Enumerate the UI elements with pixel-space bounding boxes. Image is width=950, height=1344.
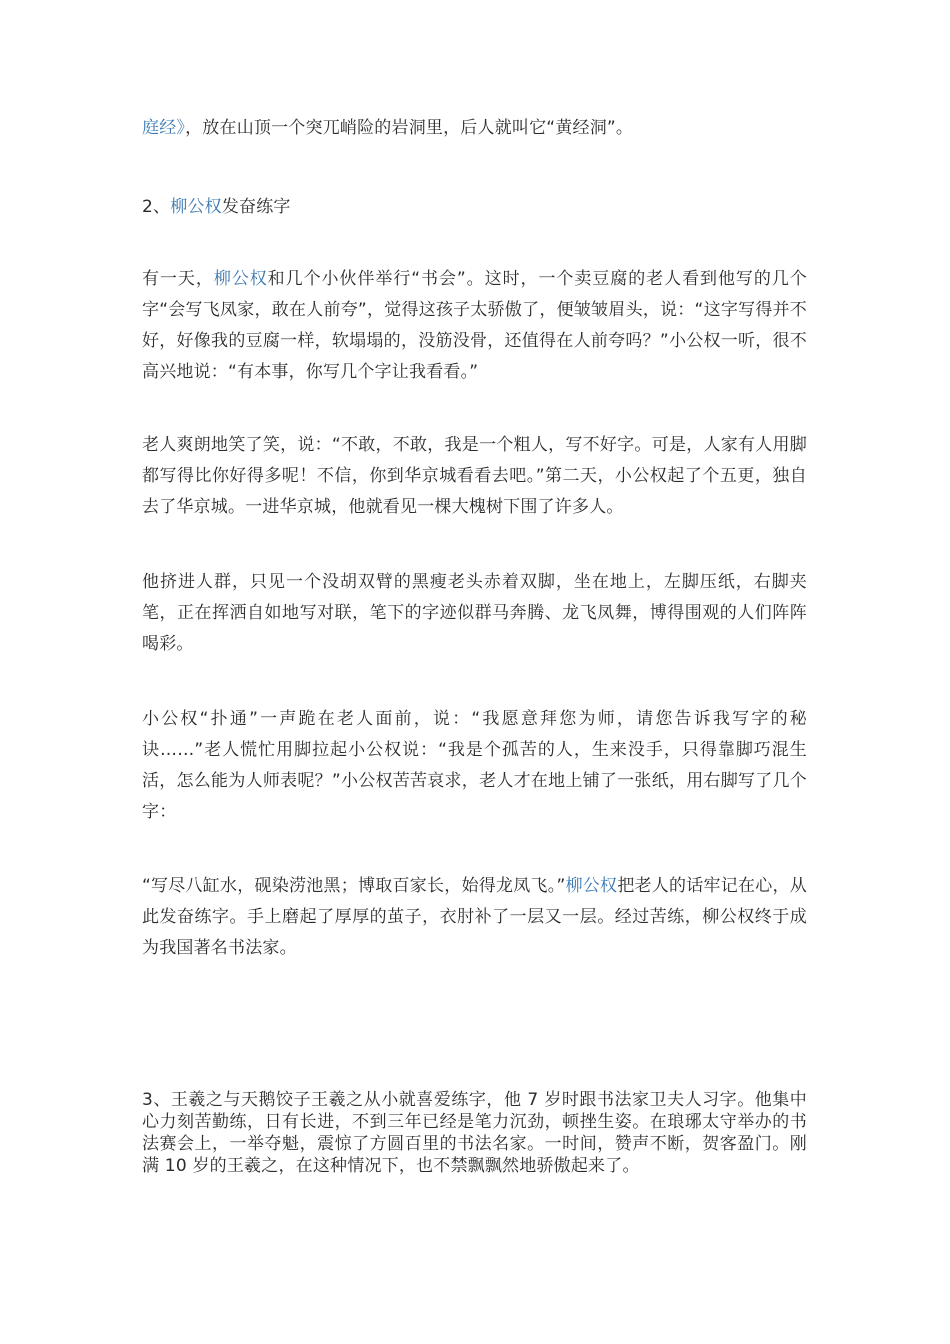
paragraph-calligraphy-meeting: [142, 264, 807, 388]
paragraph-text: 他挤进人群，只见一个没胡双臂的黑瘦老头赤着双脚，坐在地上，左脚压纸，右脚夹笔，正在挥洒自如地写对联，笔下的字迹似群马奔腾、龙飞凤舞，博得围观的人们阵阵喝彩。: [142, 572, 807, 654]
paragraph-text: 和几个小伙伴举行“书会”。这时，一个卖豆腐的老人看到他写的几个字“会写飞凤家，敢在人前夸”，觉得这孩子太骄傲了，便皱皱眉头，说：“这字写得并不好，好像我的豆腐一样，软塌塌的，没筋没骨，还值得在人前夸吗？”小公权一听，很不高兴地说：“有本事，你写几个字让我看看。”: [142, 269, 807, 382]
heading-number: 2、: [142, 197, 171, 217]
paragraph-text: “写尽八缸水，砚染涝池黑；博取百家长，始得龙凤飞。”: [142, 876, 566, 896]
paragraph-text: 有一天，: [142, 269, 214, 289]
paragraph-eight-vats-of-water: [142, 871, 807, 964]
paragraph-old-man-laughs: [142, 430, 807, 523]
paragraph-text: ，放在山顶一个突兀峭险的岩洞里，后人就叫它“黄经洞”。: [185, 118, 634, 138]
paragraph-text: 小公权“扑通”一声跪在老人面前，说：“我愿意拜您为师，请您告诉我写字的秘诀……”老人慌忙用脚拉起小公权说：“我是个孤苦的人，生来没手，只得靠脚巧混生活，怎么能为人师表呢？”小公权苦苦哀求，老人才在地上铺了一张纸，用右脚写了几个字：: [142, 709, 807, 822]
paragraph-huangjing-cave: [142, 113, 807, 144]
link-liu-gongquan[interactable]: 柳公权: [213, 269, 268, 289]
link-liu-gongquan[interactable]: 柳公权: [565, 876, 618, 896]
paragraph-wang-xizhi: [142, 1089, 807, 1177]
paragraph-kneel-to-master: [142, 704, 807, 828]
link-huangting-jing[interactable]: 庭经》: [142, 118, 186, 138]
paragraph-text: 把老人的话牢记在心，从此发奋练字。手上磨起了厚厚的茧子，衣肘补了一层又一层。经过苦练，柳公权终于成为我国著名书法家。: [142, 876, 807, 958]
heading-text: 发奋练字: [221, 197, 291, 217]
link-liu-gongquan[interactable]: 柳公权: [170, 197, 222, 217]
paragraph-text: 老人爽朗地笑了笑，说：“不敢，不敢，我是一个粗人，写不好字。可是，人家有人用脚都写得比你好得多呢！不信，你到华京城看看去吧。”第二天，小公权起了个五更，独自去了华京城。一进华京城，他就看见一棵大槐树下围了许多人。: [142, 435, 807, 517]
paragraph-armless-calligrapher: [142, 567, 807, 660]
section-heading-liu-gongquan: [142, 192, 807, 223]
paragraph-text: 3、王羲之与天鹅饺子王羲之从小就喜爱练字，他 7 岁时跟书法家卫夫人习字。他集中心力刻苦勤练，日有长进，不到三年已经是笔力沉劲，顿挫生姿。在琅琊太守举办的书法赛会上，一举夺魁，震惊了方圆百里的书法名家。一时间，赞声不断，贺客盈门。刚满 10 岁的王羲之，在这种情况下，也不禁飘飘然地骄傲起来了。: [142, 1090, 807, 1176]
